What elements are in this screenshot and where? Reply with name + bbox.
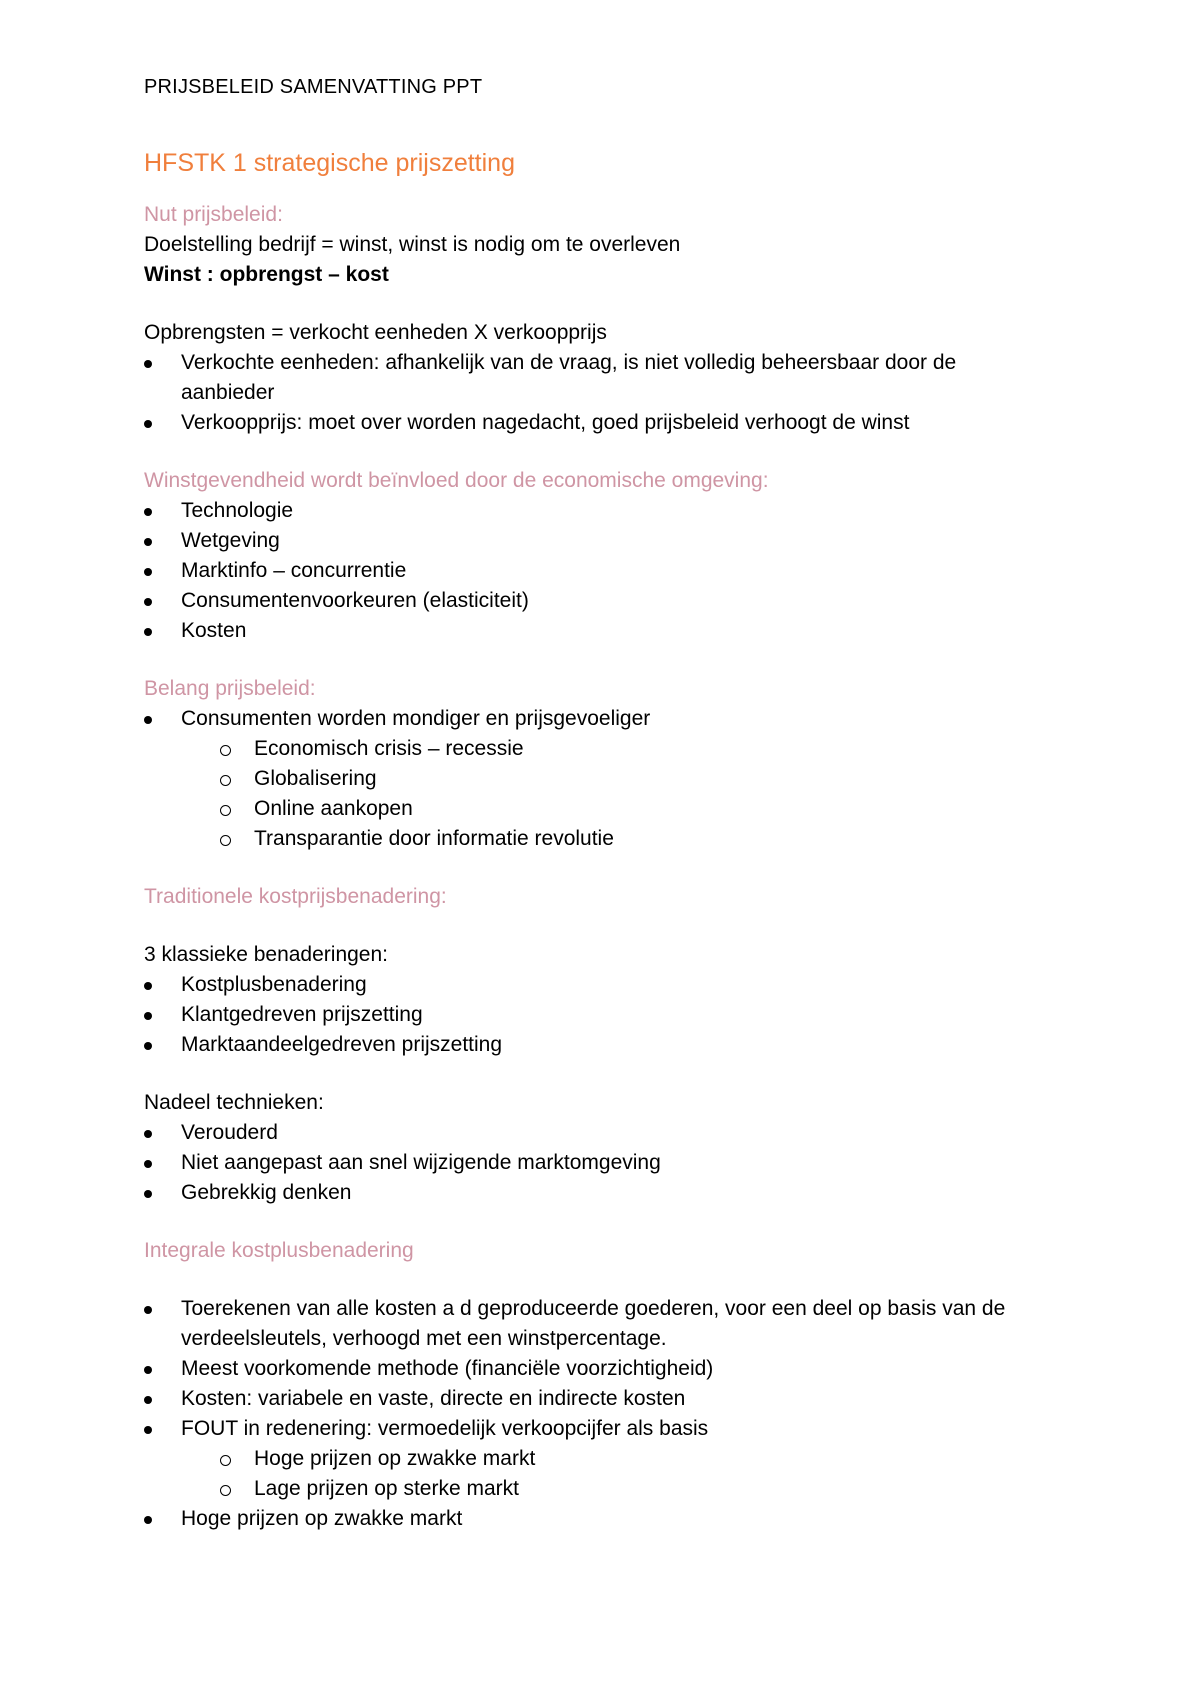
nut-line-doelstelling: Doelstelling bedrijf = winst, winst is nodig om te overleven <box>144 233 681 256</box>
sub-list-item: Transparantie door informatie revolutie <box>144 824 1060 854</box>
list-item: Gebrekkig denken <box>144 1178 1060 1208</box>
list-item: Klantgedreven prijszetting <box>144 1000 1060 1030</box>
belang-list <box>144 704 1060 734</box>
list-item: Marktaandeelgedreven prijszetting <box>144 1030 1060 1060</box>
document-title: PRIJSBELEID SAMENVATTING PPT <box>144 76 483 98</box>
sub-list-item: Economisch crisis – recessie <box>144 734 1060 764</box>
integrale-list-end <box>144 1504 1060 1534</box>
nadeel-list <box>144 1118 1060 1208</box>
winstgevendheid-list <box>144 496 1060 646</box>
chapter-heading: HFSTK 1 strategische prijszetting <box>144 149 515 177</box>
belang-sublist <box>144 734 1060 854</box>
list-item: Consumenten worden mondiger en prijsgevoeliger <box>144 704 1060 734</box>
list-item: Verkochte eenheden: afhankelijk van de vraag, is niet volledig beheersbaar door de aanbieder <box>144 348 1051 408</box>
list-item: Hoge prijzen op zwakke markt <box>144 1504 1060 1534</box>
list-item: Kostplusbenadering <box>144 970 1060 1000</box>
sub-list-item: Globalisering <box>144 764 1060 794</box>
list-item: Technologie <box>144 496 1060 526</box>
list-item: Kosten <box>144 616 1060 646</box>
nadeel-line: Nadeel technieken: <box>144 1091 324 1114</box>
subheading-belang: Belang prijsbeleid: <box>144 677 316 700</box>
subheading-traditionele: Traditionele kostprijsbenadering: <box>144 885 447 908</box>
list-item: Consumentenvoorkeuren (elasticiteit) <box>144 586 1060 616</box>
nut-line-winst: Winst : opbrengst – kost <box>144 263 389 286</box>
list-item: Meest voorkomende methode (financiële voorzichtigheid) <box>144 1354 1060 1384</box>
subheading-winstgevendheid: Winstgevendheid wordt beïnvloed door de economische omgeving: <box>144 469 769 492</box>
list-item: Toerekenen van alle kosten a d geproduceerde goederen, voor een deel op basis van de verdeelsleutels, verhoogd met een winstpercentage. <box>144 1294 1051 1354</box>
sub-list-item: Online aankopen <box>144 794 1060 824</box>
sub-list-item: Hoge prijzen op zwakke markt <box>144 1444 1060 1474</box>
integrale-sublist <box>144 1444 1060 1504</box>
list-item: FOUT in redenering: vermoedelijk verkoopcijfer als basis <box>144 1414 1060 1444</box>
list-item: Verouderd <box>144 1118 1060 1148</box>
list-item: Niet aangepast aan snel wijzigende marktomgeving <box>144 1148 1060 1178</box>
list-item: Verkoopprijs: moet over worden nagedacht, goed prijsbeleid verhoogt de winst <box>144 408 1060 438</box>
subheading-integrale: Integrale kostplusbenadering <box>144 1239 414 1262</box>
opbrengsten-line: Opbrengsten = verkocht eenheden X verkoopprijs <box>144 321 607 344</box>
sub-list-item: Lage prijzen op sterke markt <box>144 1474 1060 1504</box>
subheading-nut: Nut prijsbeleid: <box>144 203 283 226</box>
opbrengsten-list <box>144 348 1060 438</box>
list-item: Marktinfo – concurrentie <box>144 556 1060 586</box>
list-item: Kosten: variabele en vaste, directe en indirecte kosten <box>144 1384 1060 1414</box>
traditionele-line: 3 klassieke benaderingen: <box>144 943 389 966</box>
integrale-list <box>144 1294 1060 1444</box>
traditionele-list <box>144 970 1060 1060</box>
list-item: Wetgeving <box>144 526 1060 556</box>
